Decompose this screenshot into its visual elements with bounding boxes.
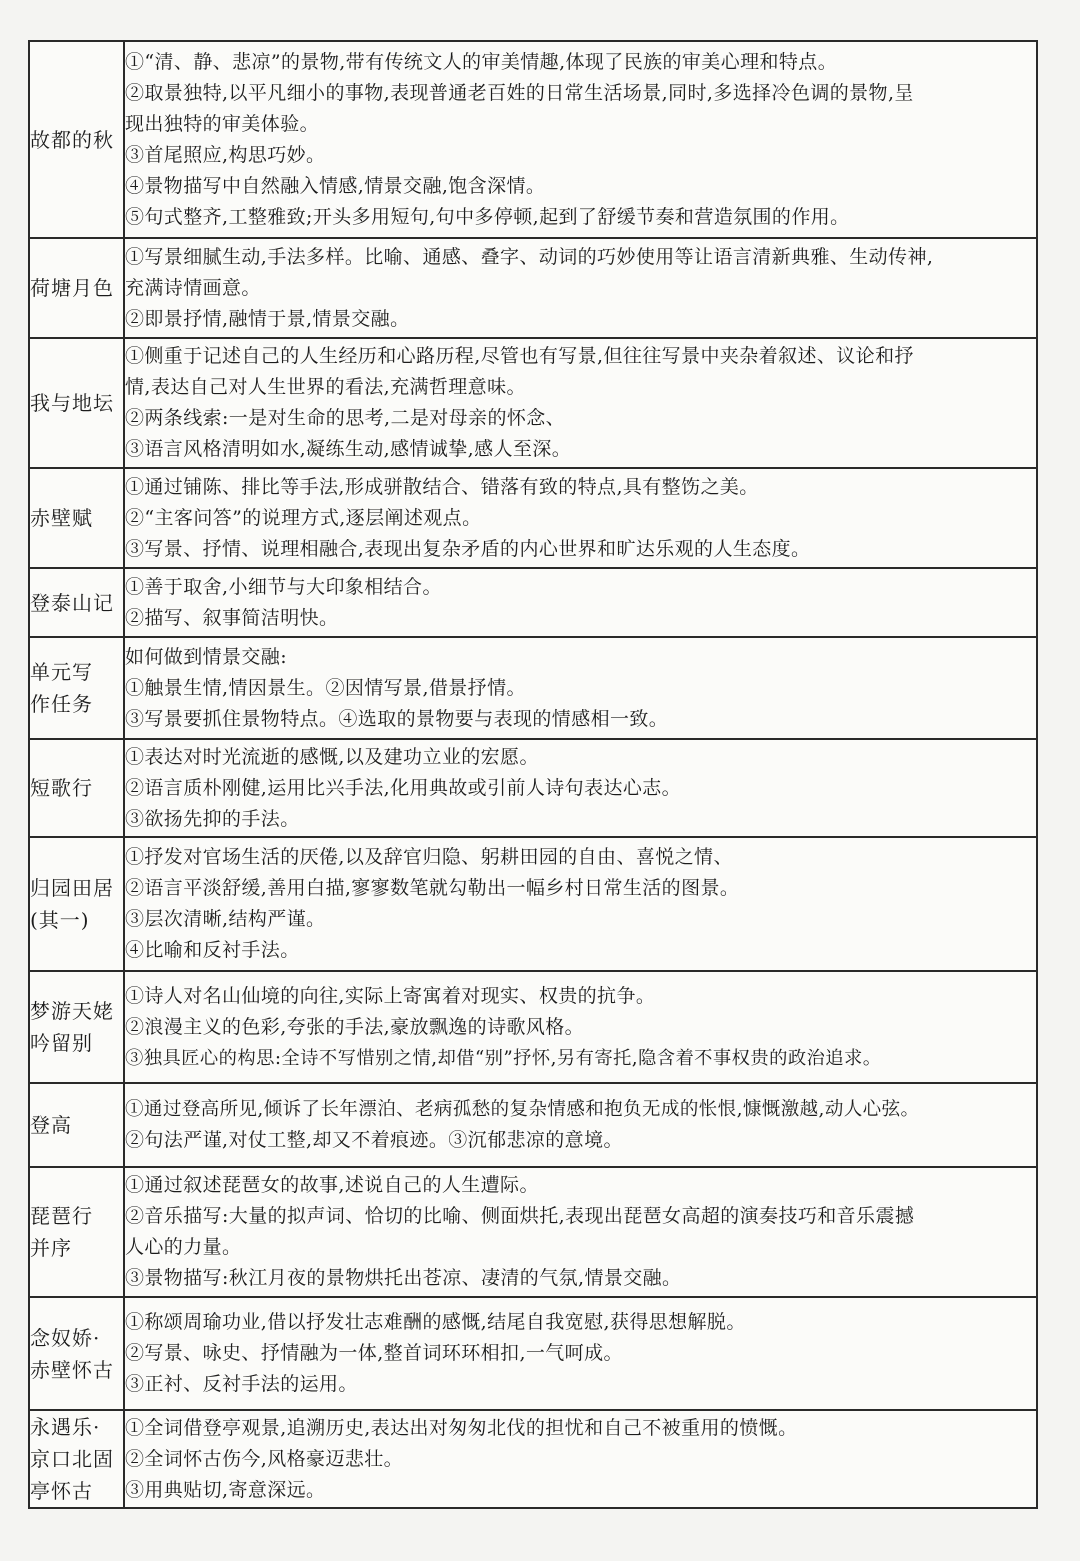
content-line: ①全词借登亭观景,追溯历史,表达出对匆匆北伐的担忧和自己不被重用的愤慨。 — [125, 1416, 798, 1439]
row-title-line: 永遇乐· — [30, 1415, 101, 1439]
content-line: ①通过登高所见,倾诉了长年漂泊、老病孤愁的复杂情感和抱负无成的怅恨,慷慨激越,动人心弦。 — [125, 1099, 920, 1120]
content-line: ②写景、咏史、抒情融为一体,整首词环环相扣,一气呵成。 — [125, 1342, 623, 1364]
row-title-line: 琵琶行 — [30, 1204, 93, 1228]
content-line: ③语言风格清明如水,凝练生动,感情诚挚,感人至深。 — [125, 438, 572, 460]
table-row — [29, 41, 1037, 238]
table-row — [29, 837, 1037, 971]
row-title-line: 荷塘月色 — [30, 276, 114, 300]
row-title-line: 并序 — [30, 1236, 72, 1260]
row-title-line: 赤壁赋 — [30, 506, 93, 530]
table-row — [29, 338, 1037, 468]
content-line: ①写景细腻生动,手法多样。比喻、通感、叠字、动词的巧妙使用等让语言清新典雅、生动传神, — [125, 245, 934, 268]
notes-table — [28, 40, 1038, 1509]
row-content — [124, 568, 1037, 637]
row-title — [29, 41, 124, 238]
row-title-line: (其一) — [30, 908, 90, 932]
row-title — [29, 1167, 124, 1297]
row-content — [124, 1083, 1037, 1167]
row-title-line: 京口北固 — [30, 1447, 114, 1471]
content-line: ③欲扬先抑的手法。 — [125, 807, 300, 830]
content-line: 现出独特的审美体验。 — [125, 112, 320, 135]
row-title-line: 归园田居 — [30, 876, 114, 900]
row-content — [124, 238, 1037, 338]
content-line: ①称颂周瑜功业,借以抒发壮志难酬的感慨,结尾自我宽慰,获得思想解脱。 — [125, 1311, 746, 1333]
row-title-line: 单元写 — [30, 660, 93, 684]
table-row — [29, 238, 1037, 338]
row-title-line: 登泰山记 — [30, 590, 114, 615]
row-title-line: 登高 — [30, 1113, 72, 1137]
row-title — [29, 739, 124, 837]
content-line: ①“清、静、悲凉”的景物,带有传统文人的审美情趣,体现了民族的审美心理和特点。 — [125, 50, 838, 73]
row-title-line: 亭怀古 — [30, 1479, 93, 1503]
content-line: ②语言平淡舒缓,善用白描,寥寥数笔就勾勒出一幅乡村日常生活的图景。 — [125, 877, 740, 899]
row-title-line: 梦游天姥 — [30, 999, 114, 1023]
row-title-line: 我与地坛 — [30, 391, 114, 415]
table-row — [29, 568, 1037, 637]
row-content — [124, 637, 1037, 739]
row-title — [29, 468, 124, 568]
content-line: ③正衬、反衬手法的运用。 — [125, 1373, 358, 1395]
content-line: 充满诗情画意。 — [125, 276, 261, 299]
row-title-line: 故都的秋 — [30, 127, 114, 152]
row-title — [29, 837, 124, 971]
content-line: 情,表达自己对人生世界的看法,充满哲理意味。 — [125, 376, 526, 398]
row-title — [29, 1410, 124, 1508]
content-line: ①抒发对官场生活的厌倦,以及辞官归隐、躬耕田园的自由、喜悦之情、 — [125, 846, 733, 868]
content-line: ③首尾照应,构思巧妙。 — [125, 143, 326, 166]
row-title-line: 作任务 — [30, 692, 93, 716]
table-row — [29, 1083, 1037, 1167]
row-title — [29, 1297, 124, 1410]
row-content — [124, 1167, 1037, 1297]
content-line: ②“主客问答”的说理方式,逐层阐述观点。 — [125, 506, 482, 529]
content-line: ①通过铺陈、排比等手法,形成骈散结合、错落有致的特点,具有整饬之美。 — [125, 475, 759, 498]
content-line: ⑤句式整齐,工整雅致;开头多用短句,句中多停顿,起到了舒缓节奏和营造氛围的作用。 — [125, 205, 850, 228]
content-line: 人心的力量。 — [125, 1236, 242, 1258]
row-content — [124, 41, 1037, 238]
content-line: ③景物描写:秋江月夜的景物烘托出苍凉、凄清的气氛,情景交融。 — [125, 1267, 682, 1289]
table-row — [29, 1167, 1037, 1297]
row-title-line: 吟留别 — [30, 1031, 93, 1055]
table-row — [29, 1410, 1037, 1508]
content-line: ①侧重于记述自己的人生经历和心路历程,尽管也有写景,但往往写景中夹杂着叙述、议论和抒 — [125, 345, 914, 367]
content-line: ③用典贴切,寄意深远。 — [125, 1478, 326, 1501]
row-title — [29, 338, 124, 468]
table-body — [29, 41, 1037, 1508]
content-line: ①表达对时光流逝的感慨,以及建功立业的宏愿。 — [125, 745, 539, 768]
content-line: ②语言质朴刚健,运用比兴手法,化用典故或引前人诗句表达心志。 — [125, 776, 682, 799]
table-row — [29, 971, 1037, 1083]
content-line: ②取景独特,以平凡细小的事物,表现普通老百姓的日常生活场景,同时,多选择冷色调的景物,呈 — [125, 81, 914, 104]
content-line: ②音乐描写:大量的拟声词、恰切的比喻、侧面烘托,表现出琵琶女高超的演奏技巧和音乐震撼 — [125, 1205, 915, 1227]
content-line: ①善于取舍,小细节与大印象相结合。 — [125, 575, 442, 598]
content-line: ②即景抒情,融情于景,情景交融。 — [125, 307, 410, 330]
content-line: ③层次清晰,结构严谨。 — [125, 908, 326, 930]
content-line: ②全词怀古伤今,风格豪迈悲壮。 — [125, 1447, 404, 1470]
row-content — [124, 739, 1037, 837]
content-line: ③写景要抓住景物特点。④选取的景物要与表现的情感相一致。 — [125, 707, 669, 730]
content-line: ④景物描写中自然融入情感,情景交融,饱含深情。 — [125, 174, 546, 197]
row-title — [29, 637, 124, 739]
content-line: ①触景生情,情因景生。②因情写景,借景抒情。 — [125, 676, 526, 699]
row-title — [29, 568, 124, 637]
table-row — [29, 468, 1037, 568]
content-line: ④比喻和反衬手法。 — [125, 939, 300, 961]
content-line: 如何做到情景交融: — [125, 645, 288, 668]
row-content — [124, 1297, 1037, 1410]
table-row — [29, 1297, 1037, 1410]
row-content — [124, 971, 1037, 1083]
content-line: ②浪漫主义的色彩,夸张的手法,豪放飘逸的诗歌风格。 — [125, 1015, 585, 1038]
content-line: ②描写、叙事简洁明快。 — [125, 606, 339, 629]
row-title-line: 赤壁怀古 — [30, 1357, 114, 1382]
row-content — [124, 1410, 1037, 1508]
content-line: ①诗人对名山仙境的向往,实际上寄寓着对现实、权贵的抗争。 — [125, 984, 656, 1007]
row-title-line: 念奴娇· — [30, 1325, 101, 1350]
row-title — [29, 971, 124, 1083]
row-title — [29, 238, 124, 338]
table-row — [29, 739, 1037, 837]
table-row — [29, 637, 1037, 739]
row-title-line: 短歌行 — [30, 776, 93, 800]
content-line: ③独具匠心的构思:全诗不写惜别之情,却借“别”抒怀,另有寄托,隐含着不事权贵的政治追求。 — [125, 1047, 882, 1069]
row-content — [124, 338, 1037, 468]
row-title — [29, 1083, 124, 1167]
row-content — [124, 837, 1037, 971]
content-line: ①通过叙述琵琶女的故事,述说自己的人生遭际。 — [125, 1174, 539, 1196]
content-line: ②句法严谨,对仗工整,却又不着痕迹。③沉郁悲凉的意境。 — [125, 1129, 623, 1151]
content-line: ②两条线索:一是对生命的思考,二是对母亲的怀念、 — [125, 407, 566, 429]
content-line: ③写景、抒情、说理相融合,表现出复杂矛盾的内心世界和旷达乐观的人生态度。 — [125, 537, 811, 560]
row-content — [124, 468, 1037, 568]
